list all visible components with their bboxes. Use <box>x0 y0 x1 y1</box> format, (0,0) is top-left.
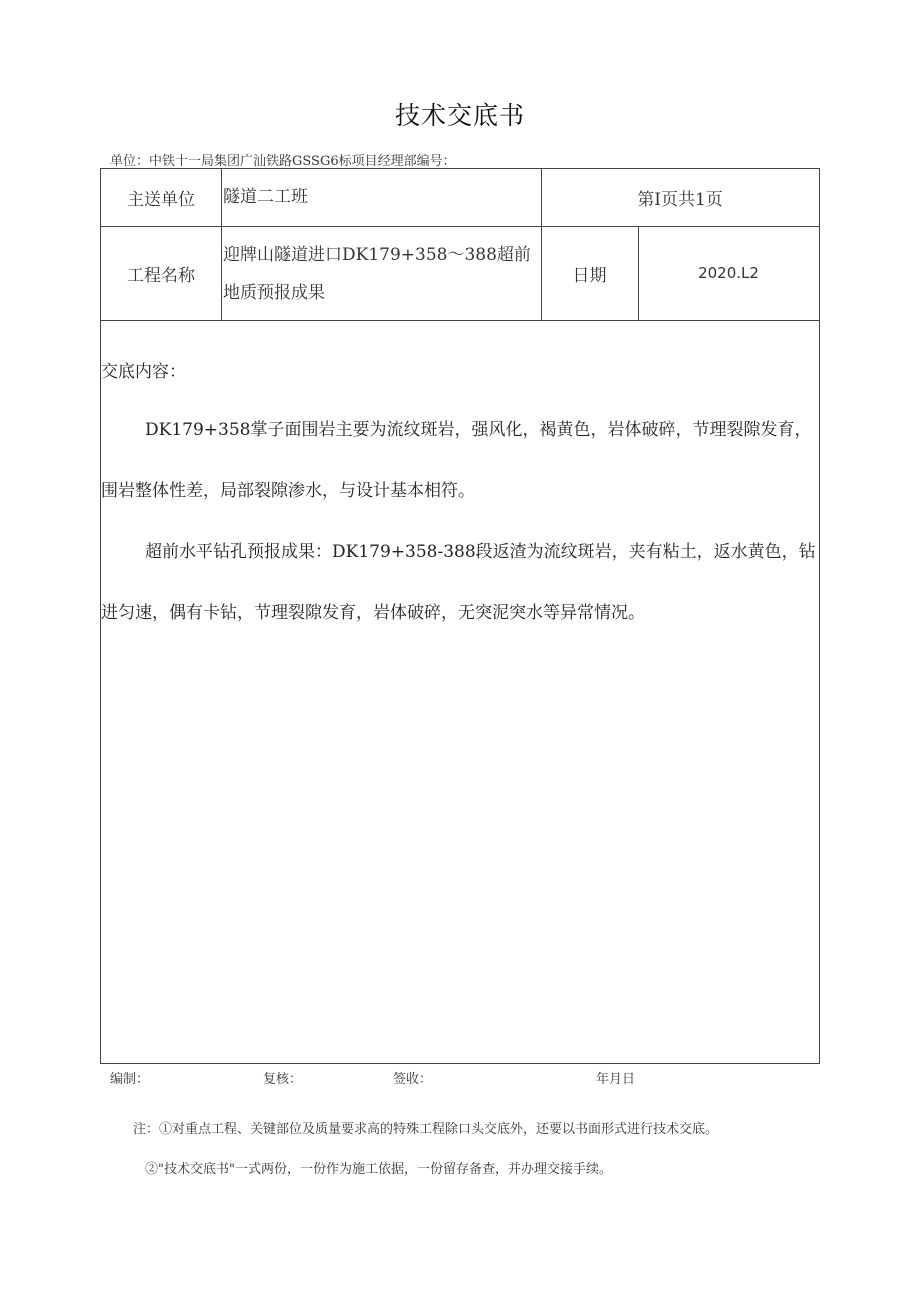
unit-line: 单位：中铁十一局集团广汕铁路GSSG6标项目经理部编号： <box>110 154 456 169</box>
compiled-by-label: 编制： <box>110 1072 150 1087</box>
note-1: 注：①对重点工程、关键部位及质量要求高的特殊工程除口头交底外，还要以书面形式进行技术交底。 <box>133 1122 719 1137</box>
document-title: 技术交底书 <box>394 101 525 130</box>
column-divider <box>221 169 222 320</box>
content-label: 交底内容： <box>101 362 186 382</box>
project-name-line-2: 地质预报成果 <box>223 283 325 303</box>
date-label: 日期 <box>572 265 607 286</box>
project-name-line-1: 迎牌山隧道进口DK179+358～388超前 <box>223 245 531 265</box>
handover-form-table <box>100 168 820 1064</box>
reviewed-by-label: 复核： <box>263 1072 303 1087</box>
note-2: ②"技术交底书"一式两份，一份作为施工依据，一份留存备查，并办理交接手续。 <box>145 1162 612 1177</box>
content-paragraph-1: DK179+358掌子面围岩主要为流纹斑岩，强风化，褐黄色，岩体破碎，节理裂隙发育，围岩整体性差，局部裂隙渗水，与设计基本相符。 <box>101 420 812 501</box>
date-value: 2020.L2 <box>698 264 759 282</box>
recipient-value: 隧道二工班 <box>223 187 308 207</box>
signature-date-label: 年月日 <box>596 1072 636 1087</box>
project-name-label: 工程名称 <box>127 265 195 286</box>
page-info: 第I页共1页 <box>637 190 723 210</box>
content-paragraph-2: 超前水平钻孔预报成果：DK179+358-388段返渣为流纹斑岩，夹有粘土，返水黄色，钻进匀速，偶有卡钻，节理裂隙发育，岩体破碎，无突泥突水等异常情况。 <box>101 542 816 623</box>
received-by-label: 签收： <box>393 1072 433 1087</box>
content-area <box>101 320 819 1063</box>
project-name-value <box>223 236 539 312</box>
recipient-label: 主送单位 <box>127 190 195 210</box>
